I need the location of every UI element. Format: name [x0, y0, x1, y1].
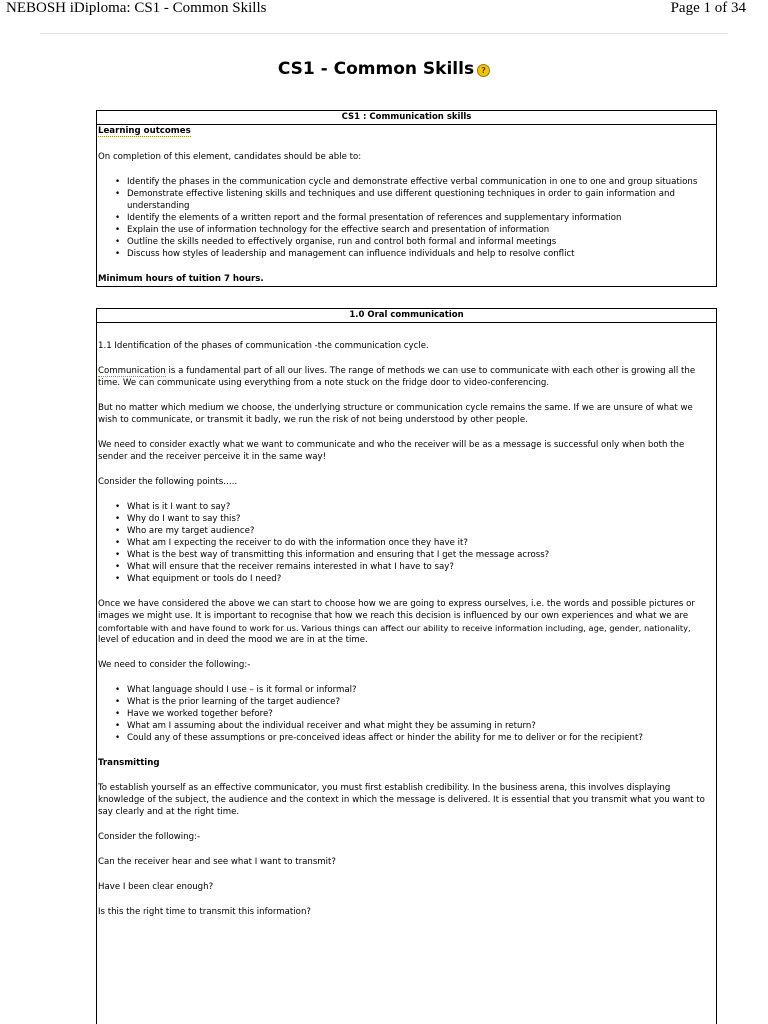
- outcome-item: • Demonstrate effective listening skills and techniques and use different questioning techniques in order to gain information and: [127, 189, 675, 199]
- outcomes-intro: On completion of this element, candidates should be able to:: [98, 152, 362, 162]
- paragraph-line: To establish yourself as an effective communicator, you must first establish credibility. In the business arena, this involves displaying: [98, 783, 671, 793]
- list-item: • Who are my target audience?: [127, 526, 254, 536]
- list-item: • What language should I use – is it formal or informal?: [127, 685, 357, 695]
- paragraph-line: sender and the receiver perceive it in the same way!: [98, 452, 327, 462]
- learning-outcomes-heading: [98, 126, 191, 136]
- section-heading: 1.0 Oral communication: [97, 309, 716, 323]
- list-item: • What is the best way of transmitting this information and ensuring that I get the message across?: [127, 550, 549, 560]
- learning-outcomes-label: Learning outcomes: [98, 126, 191, 136]
- list-item: • What will ensure that the receiver remains interested in what I have to say?: [127, 562, 454, 572]
- question-line: Have I been clear enough?: [98, 882, 214, 892]
- outcome-item: • Explain the use of information technology for the effective search and presentation of information: [127, 225, 549, 235]
- paragraph-line: comfortable with and have found to work for us. Various things can affect our ability to receive information including, age, gender, nationality,: [98, 623, 691, 633]
- paragraph-text: is a fundamental part of all our lives. The range of methods we can use to communicate with each other is growing all the: [165, 366, 696, 376]
- paragraph-line: We need to consider the following:-: [98, 660, 251, 670]
- header-divider: [40, 33, 728, 34]
- paragraph-line: wish to communicate, or transmit it badly, we run the risk of not being understood by other people.: [98, 415, 528, 425]
- list-item: • What am I assuming about the individual receiver and what might they be assuming in return?: [127, 721, 536, 731]
- section-heading: CS1 : Communication skills: [97, 111, 716, 125]
- paragraph-line: We need to consider exactly what we want to communicate and who the receiver will be as a message is successful only when both the: [98, 440, 685, 450]
- page-title: [0, 59, 768, 79]
- communication-term: Communication: [98, 366, 166, 376]
- transmitting-heading: Transmitting: [98, 758, 160, 768]
- minimum-hours: Minimum hours of tuition 7 hours.: [98, 274, 264, 284]
- list-item: • Why do I want to say this?: [127, 514, 240, 524]
- list-item: • Could any of these assumptions or pre-conceived ideas affect or hinder the ability for me to deliver or for the recipient?: [127, 733, 643, 743]
- question-line: Is this the right time to transmit this information?: [98, 907, 311, 917]
- help-icon[interactable]: ?: [477, 64, 490, 77]
- subsection-title: 1.1 Identification of the phases of communication -the communication cycle.: [98, 341, 429, 351]
- paragraph-line: Consider the following:-: [98, 832, 201, 842]
- outcome-item-continuation: understanding: [127, 201, 190, 211]
- print-header: [0, 0, 768, 22]
- list-item: • What equipment or tools do I need?: [127, 574, 281, 584]
- paragraph-line: knowledge of the subject, the audience and the context in which the message is delivered. It is essential that you transmit what you want to: [98, 795, 705, 805]
- page-title-text: CS1 - Common Skills: [277, 59, 475, 79]
- paragraph-line: [98, 366, 695, 376]
- paragraph-line: images we might use. It is important to recognise that how we reach this decision is influenced by our own experiences and what we are: [98, 611, 689, 621]
- paragraph-line: But no matter which medium we choose, the underlying structure or communication cycle remains the same. If we are unsure of what we: [98, 403, 693, 413]
- outcome-item: • Identify the phases in the communication cycle and demonstrate effective verbal communication in one to one and group situations: [127, 177, 697, 187]
- paragraph-line: time. We can communicate using everything from a note stuck on the fridge door to video-conferencing.: [98, 378, 550, 388]
- list-item: • What am I expecting the receiver to do with the information once they have it?: [127, 538, 468, 548]
- list-item: • What is it I want to say?: [127, 502, 230, 512]
- outcome-item: • Identify the elements of a written report and the formal presentation of references and supplementary information: [127, 213, 621, 223]
- paragraph-line: Consider the following points…..: [98, 477, 238, 487]
- paragraph-line: say clearly and at the right time.: [98, 807, 240, 817]
- outcome-item: • Discuss how styles of leadership and management can influence individuals and help to resolve conflict: [127, 249, 575, 259]
- list-item: • What is the prior learning of the target audience?: [127, 697, 340, 707]
- question-line: Can the receiver hear and see what I want to transmit?: [98, 857, 336, 867]
- list-item: • Have we worked together before?: [127, 709, 273, 719]
- paragraph-line: level of education and in deed the mood we are in at the time.: [98, 635, 368, 645]
- header-document-title: NEBOSH iDiploma: CS1 - Common Skills: [6, 0, 267, 16]
- section-oral-communication: [96, 308, 717, 1024]
- header-page-number: Page 1 of 34: [670, 0, 746, 16]
- outcome-item: • Outline the skills needed to effectively organise, run and control both formal and informal meetings: [127, 237, 556, 247]
- section-communication-skills: [96, 110, 717, 287]
- paragraph-line: Once we have considered the above we can start to choose how we are going to express ourselves, i.e. the words and possible pictures or: [98, 599, 695, 609]
- section-body: [97, 323, 716, 923]
